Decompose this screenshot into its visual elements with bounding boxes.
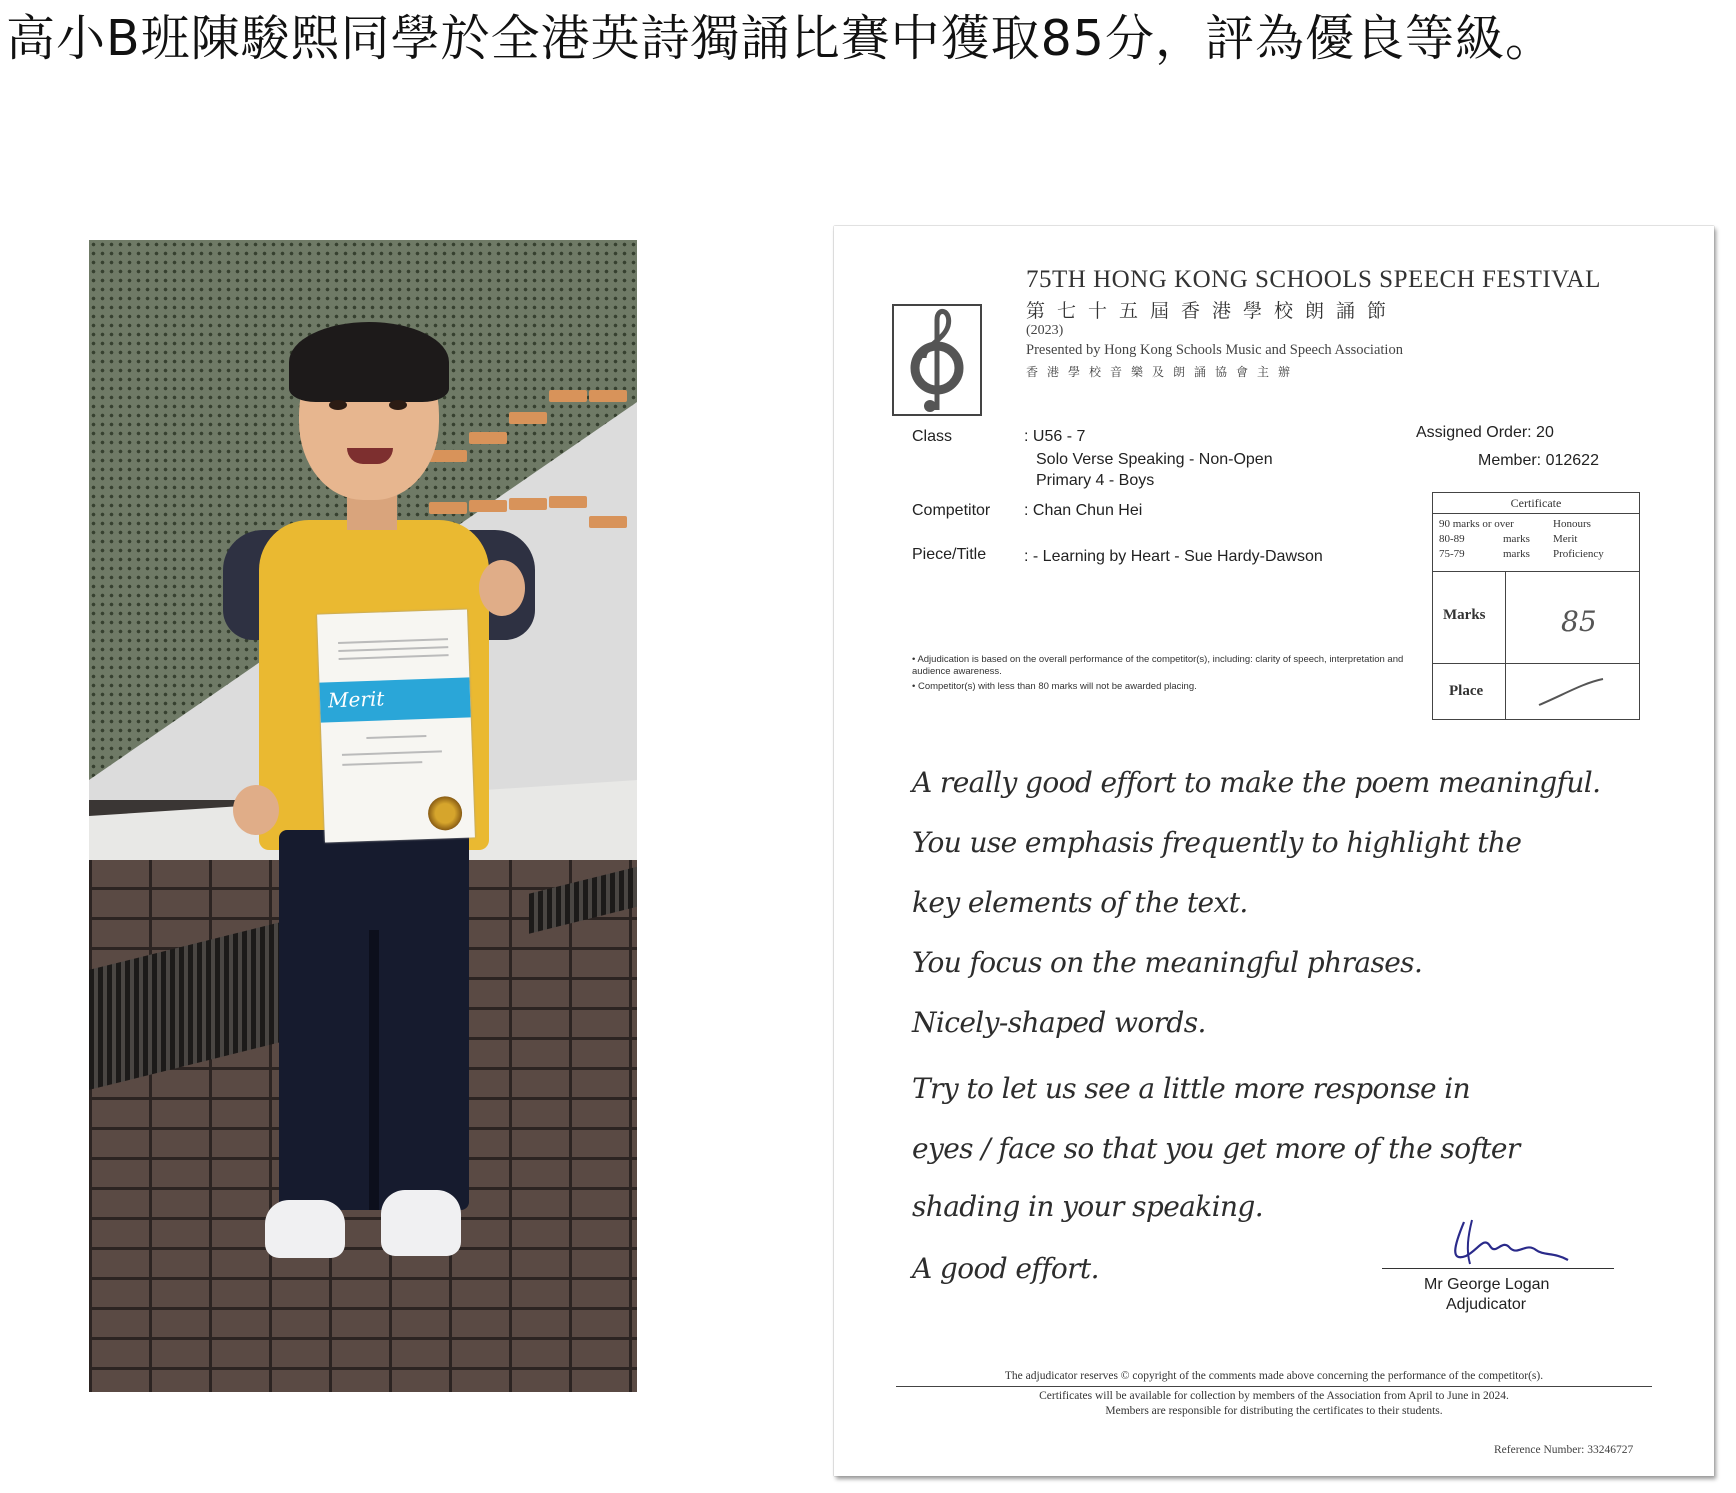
footer-copyright: The adjudicator reserves © copyright of the comments made above concerning the performance of the competitor(s).	[1004, 1370, 1544, 1382]
class-division: Primary 4 - Boys	[1036, 472, 1155, 489]
certificate-marks-box	[1432, 492, 1640, 720]
adjudicator-role: Adjudicator	[1446, 1296, 1527, 1313]
grade-row: 90 marks or over Honours	[1439, 518, 1591, 530]
certificate-grade-table	[1439, 517, 1604, 562]
footer-distribution-note: Members are responsible for distributing the certificates to their students.	[1105, 1405, 1443, 1417]
place-label: Place	[1449, 683, 1484, 699]
headline: 高小B班陳駿熙同學於全港英詩獨誦比賽中獲取85分，評為優良等級。	[6, 10, 1555, 67]
certificate-box-heading: Certificate	[1433, 493, 1639, 514]
comment-line: Nicely-shaped words.	[912, 1006, 1206, 1039]
treble-clef-logo-icon	[892, 304, 982, 416]
adjudication-note-2: • Competitor(s) with less than 80 marks will not be awarded placing.	[912, 681, 1197, 692]
adjudicator-name: Mr George Logan	[1424, 1276, 1550, 1293]
comment-line: shading in your speaking.	[912, 1190, 1264, 1223]
place-dash-mark	[1533, 675, 1613, 711]
presented-by-zh: 香港學校音樂及朗誦協會主辦	[1026, 365, 1300, 379]
festival-title-zh: 第七十五屆香港學校朗誦節	[1026, 301, 1399, 322]
festival-title-en: 75TH HONG KONG SCHOOLS SPEECH FESTIVAL	[1026, 266, 1601, 293]
class-label: Class	[912, 428, 953, 445]
footer-collection-note: Certificates will be available for collection by members of the Association from April to June in 2024.	[1039, 1390, 1509, 1402]
member-number: Member: 012622	[1478, 452, 1599, 469]
grade-row: 75-79 marks Proficiency	[1439, 548, 1604, 560]
comment-line: Try to let us see a little more response in	[912, 1072, 1471, 1105]
comment-line: key elements of the text.	[912, 886, 1248, 919]
festival-year: (2023)	[1026, 323, 1064, 338]
comment-line: A really good effort to make the poem meaningful.	[912, 766, 1601, 799]
comment-line: You focus on the meaningful phrases.	[912, 946, 1423, 979]
class-value: : U56 - 7	[1024, 428, 1086, 445]
competitor-value: : Chan Chun Hei	[1024, 502, 1143, 519]
adjudication-note-1: • Adjudication is based on the overall performance of the competitor(s), including: clarity of speech, interpretation and audience awareness.	[912, 654, 1404, 677]
marks-label: Marks	[1443, 607, 1486, 623]
comment-line: You use emphasis frequently to highlight the	[912, 826, 1522, 859]
class-description: Solo Verse Speaking - Non-Open	[1036, 451, 1273, 468]
photo-merit-certificate	[317, 609, 475, 842]
presented-by-en: Presented by Hong Kong Schools Music and Speech Association	[1026, 342, 1403, 358]
photo-certificate-seal	[427, 796, 462, 831]
marks-value: 85	[1561, 605, 1597, 638]
comment-line: A good effort.	[912, 1252, 1099, 1285]
grade-row: 80-89 marks Merit	[1439, 533, 1578, 545]
assigned-order: Assigned Order: 20	[1416, 424, 1554, 441]
piece-label: Piece/Title	[912, 546, 987, 563]
comment-line: eyes / face so that you get more of the softer	[912, 1132, 1520, 1165]
photo-certificate-title: Merit	[327, 686, 385, 713]
adjudication-sheet	[834, 226, 1714, 1476]
competitor-label: Competitor	[912, 502, 991, 519]
footer-divider	[896, 1386, 1652, 1387]
signature-line	[1382, 1268, 1614, 1269]
reference-number: Reference Number: 33246727	[1494, 1444, 1634, 1456]
piece-value: : - Learning by Heart - Sue Hardy-Dawson	[1024, 548, 1323, 565]
student-photo	[89, 240, 637, 1392]
adjudicator-signature-icon	[1444, 1216, 1574, 1272]
